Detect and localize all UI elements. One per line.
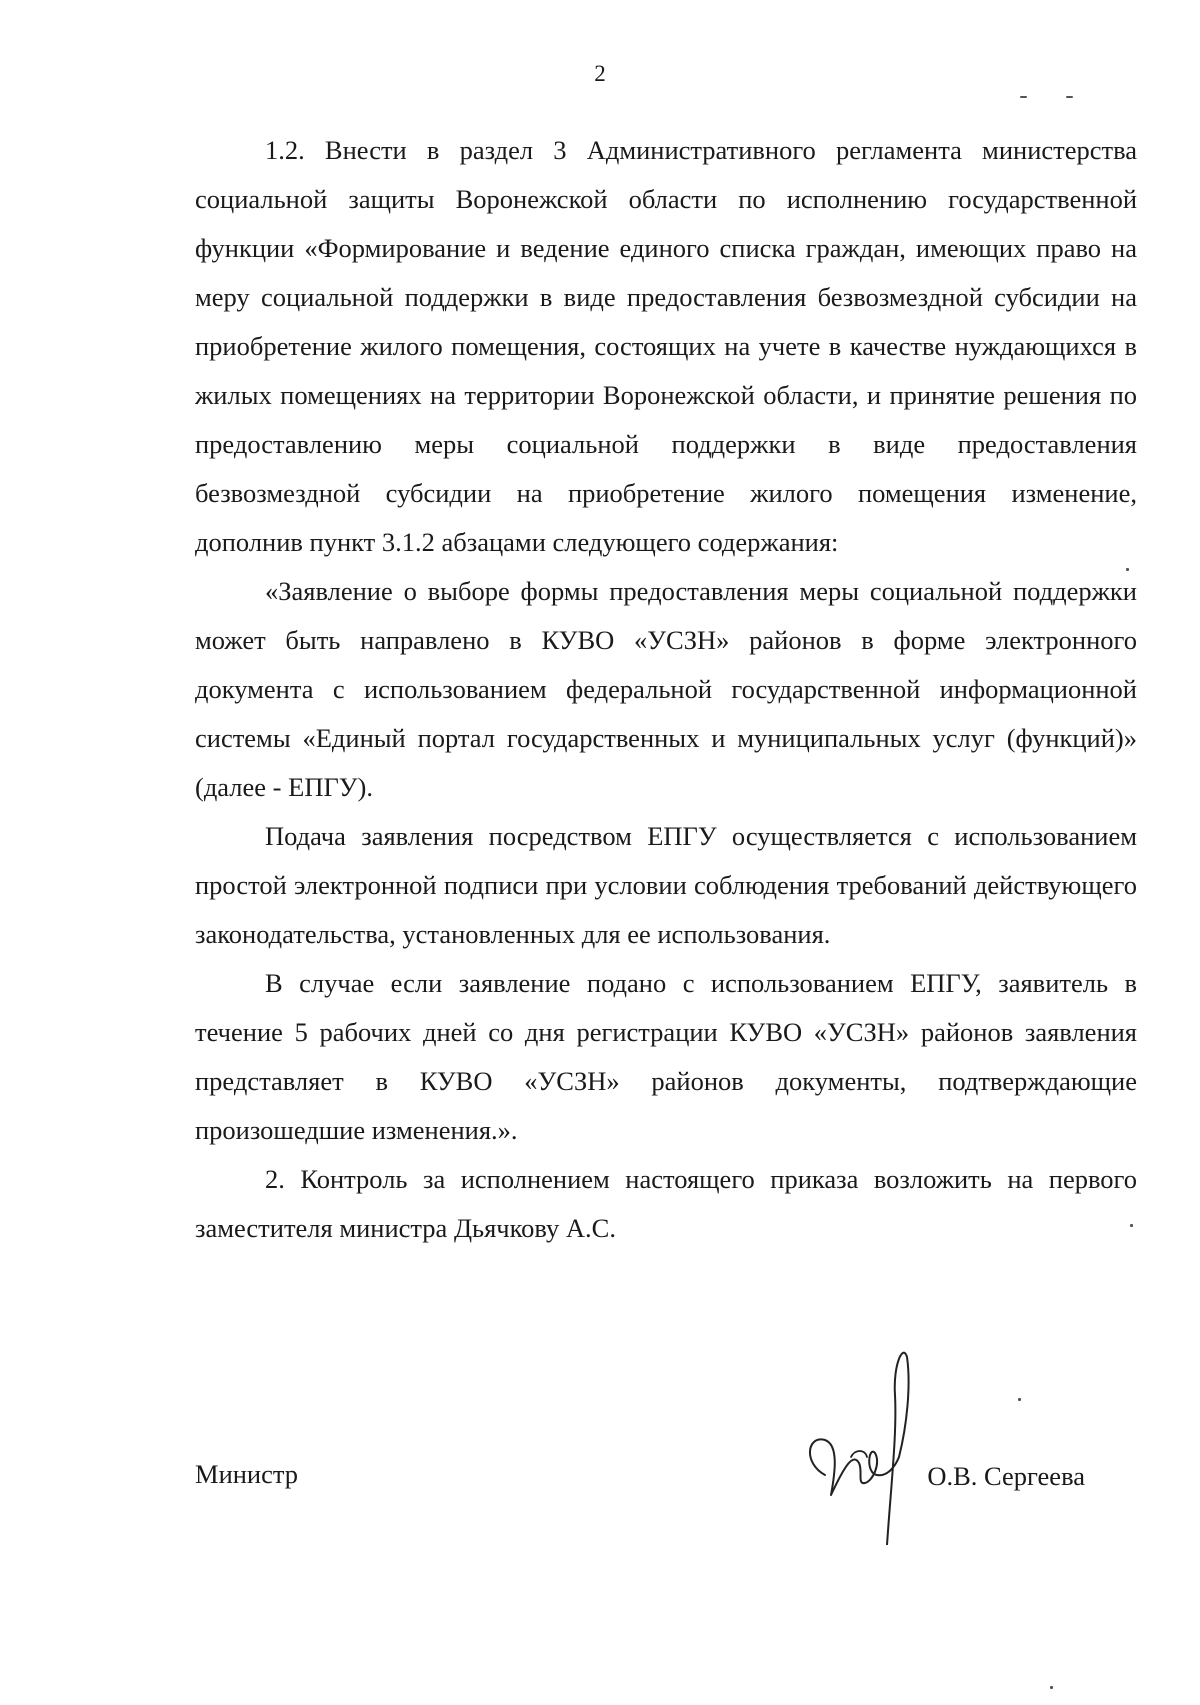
paragraph-submission: Подача заявления посредством ЕПГУ осуществляется с использованием простой электронной подписи при условии соблюдения требований действующего законодательства, установленных для ее использования. [195, 821, 1137, 949]
scan-speck [1018, 1398, 1021, 1401]
scan-speck [1066, 96, 1073, 98]
signature-block [195, 1440, 1085, 1560]
signatory-position: Министр [195, 1459, 299, 1489]
scan-speck [1126, 568, 1129, 571]
paragraph-2-control: 2. Контроль за исполнением настоящего приказа возложить на первого заместителя министра Дьячкову А.С. [195, 1164, 1137, 1243]
paragraph-1-2: 1.2. Внести в раздел 3 Административного регламента министерства социальной защиты Воронежской области по исполнению государственной функции «Формирование и ведение единого списка граждан, имеющих право на меру социальной поддержки в виде предоставления безвозмездной субсидии на приобретение жилого помещения, состоящих на учете в качестве нуждающихся в жилых помещениях на территории Воронежской области, и принятие решения по предоставлению меры социальной поддержки в виде предоставления безвозмездной субсидии на приобретение жилого помещения изменение, дополнив пункт 3.1.2 абзацами следующего содержания: [195, 135, 1137, 557]
paragraph-quote-application: «Заявление о выборе формы предоставления меры социальной поддержки может быть направлено в КУВО «УСЗН» районов в форме электронного документа с использованием федеральной государственной информационной системы «Единый портал государственных и муниципальных услуг (функций)» (далее - ЕПГУ). [195, 576, 1137, 802]
signatory-name: О.В. Сергеева [927, 1461, 1085, 1491]
paragraph-documents: В случае если заявление подано с использованием ЕПГУ, заявитель в течение 5 рабочих дней со дня регистрации КУВО «УСЗН» районов заявления представляет в КУВО «УСЗН» районов документы, подтверждающие произошедшие изменения.». [195, 968, 1137, 1145]
scan-speck [1020, 96, 1027, 98]
document-body [195, 126, 1137, 1253]
handwritten-signature [795, 1345, 935, 1545]
page-number: 2 [594, 61, 606, 86]
scan-speck [1050, 1686, 1053, 1689]
scan-speck [1130, 1224, 1133, 1227]
